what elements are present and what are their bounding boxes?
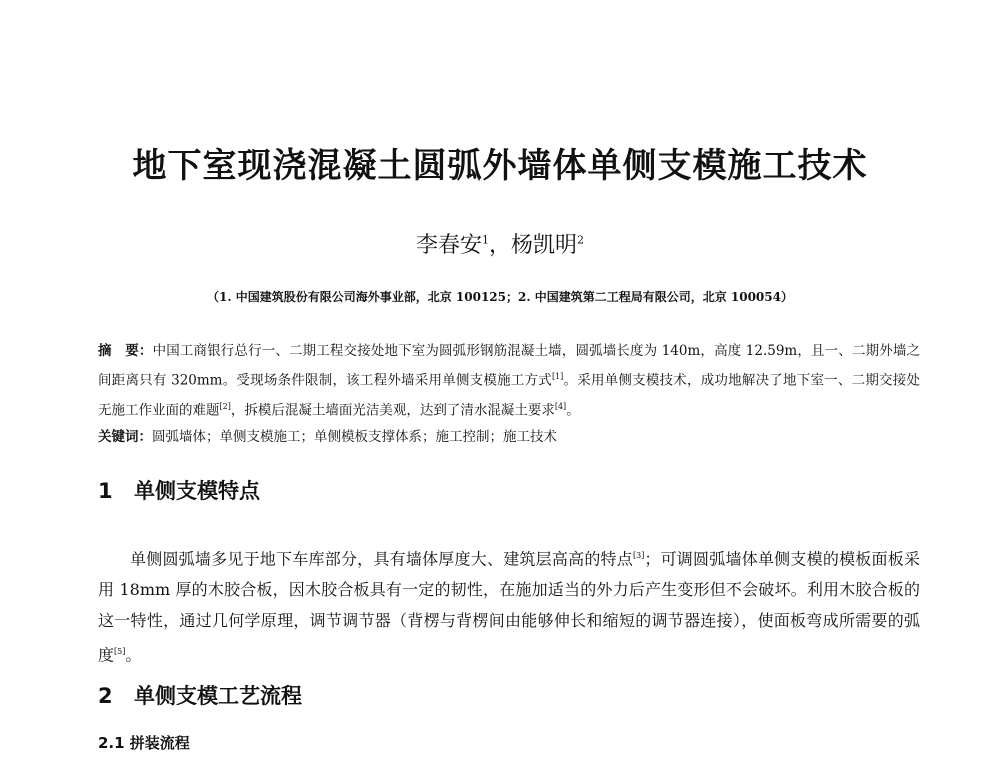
keywords: [98, 425, 920, 449]
citation-ref: [4]: [554, 401, 567, 411]
paragraph-text: ；可调圆弧墙体单侧支模的模板面板采用 18mm 厚的木胶合板，因木胶合板具有一定的韧性，在施加适当的外力后产生变形但不会破坏。利用木胶合板的这一特性，通过几何学原理，调节调节器（背楞与背楞间由能够伸长和缩短的调节器连接），使面板弯成所需要的弧度: [98, 549, 920, 665]
section-number: 2: [98, 684, 113, 708]
author-name: 杨凯明: [511, 233, 578, 258]
paragraph-text: 单侧圆弧墙多见于地下车库部分，具有墙体厚度大、建筑层高高的特点: [130, 549, 634, 569]
abstract-label: 摘 要：: [98, 343, 153, 359]
abstract-text: 中国工商银行总行一、二期工程交接处地下室为圆弧形钢筋混凝土墙，圆弧墙长度为 140m，高度 12.59m，且一、二期外墙之间距离只有 320mm。受现场条件限制，该工程外墙采用单侧支模施工方式: [98, 343, 921, 389]
citation-ref: [1]: [551, 372, 564, 381]
section-1-paragraph: [98, 540, 920, 671]
section-title: 单侧支模特点: [134, 479, 260, 503]
affiliation-line: （1. 中国建筑股份有限公司海外事业部，北京 100125；2. 中国建筑第二工程局有限公司，北京 100054）: [207, 290, 793, 304]
subsection-heading-2-1: 2.1 拼装流程: [98, 734, 190, 752]
keywords-label: 关键词：: [98, 429, 152, 445]
citation-ref: [2]: [219, 401, 231, 411]
abstract-text: 。: [566, 402, 580, 418]
author-line: [0, 228, 1000, 259]
author-separator: ，: [488, 233, 511, 258]
section-number: 1: [98, 479, 113, 503]
section-title: 单侧支模工艺流程: [134, 684, 302, 708]
paper-title: 地下室现浇混凝土圆弧外墙体单侧支模施工技术: [132, 146, 868, 186]
keywords-text: 圆弧墙体；单侧支模施工；单侧模板支撑体系；施工控制；施工技术: [152, 429, 557, 445]
citation-ref: [3]: [633, 551, 645, 560]
author-affiliation-marker: 1: [481, 233, 489, 247]
paragraph-text: 。: [125, 645, 142, 665]
author-name: 李春安: [415, 233, 482, 258]
abstract: [98, 338, 920, 423]
abstract-text: 。采用单侧支模技术，成功地解决了地下室一、二期交接处无施工作业面的难题: [98, 372, 920, 418]
section-heading-1: [98, 475, 260, 505]
author-affiliation-marker: 2: [577, 233, 585, 247]
abstract-text: ，拆模后混凝土墙面光洁美观，达到了清水混凝土要求: [230, 402, 555, 418]
citation-ref: [5]: [114, 647, 126, 657]
section-heading-2: [98, 680, 302, 710]
